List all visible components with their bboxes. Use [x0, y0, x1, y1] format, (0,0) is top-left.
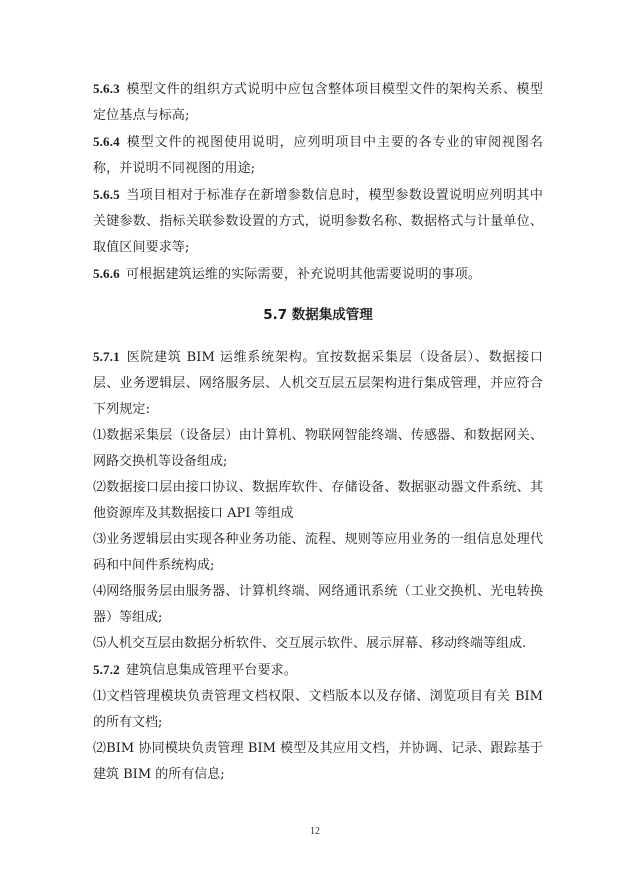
- clause-number: 5.6.4: [93, 134, 120, 149]
- clause-5-6-5: [93, 182, 543, 261]
- clause-text: 医院建筑 BIM 运维系统架构。宜按数据采集层（设备层）、数据接口层、业务逻辑层、网络服务层、人机交互层五层架构进行集成管理，并应符合下列规定:: [93, 350, 543, 417]
- clause-5-7-1: [93, 344, 543, 423]
- page-number: 12: [310, 826, 320, 837]
- clause-number: 5.7.1: [93, 349, 120, 364]
- document-body: [93, 76, 543, 788]
- list-item: ⑷网络服务层由服务器、计算机终端、网络通讯系统（工业交换机、光电转换器）等组成;: [93, 584, 543, 625]
- clause-number: 5.7.2: [93, 662, 120, 677]
- list-item: ⑴文档管理模块负责管理文档权限、文档版本以及存储、浏览项目有关 BIM 的所有文档;: [93, 689, 543, 730]
- section-heading-5-7: 5.7 数据集成管理: [263, 307, 373, 323]
- list-item: ⑸人机交互层由数据分析软件、交互展示软件、展示屏幕、移动终端等组成.: [93, 636, 527, 651]
- clause-5-6-3: [93, 76, 543, 129]
- clause-number: 5.6.5: [93, 187, 120, 202]
- clause-text: 模型文件的视图使用说明，应列明项目中主要的各专业的审阅视图名称，并说明不同视图的用途;: [93, 135, 543, 176]
- list-item: ⑵BIM 协同模块负责管理 BIM 模型及其应用文档，并协调、记录、跟踪基于建筑 BIM 的所有信息;: [93, 741, 543, 782]
- clause-text: 模型文件的组织方式说明中应包含整体项目模型文件的架构关系、模型定位基点与标高;: [93, 82, 543, 123]
- list-item: ⑴数据采集层（设备层）由计算机、物联网智能终端、传感器、和数据网关、网路交换机等设备组成;: [93, 428, 543, 469]
- list-item: ⑶业务逻辑层由实现各种业务功能、流程、规则等应用业务的一组信息处理代码和中间件系统构成;: [93, 532, 543, 573]
- list-item: ⑵数据接口层由接口协议、数据库软件、存储设备、数据驱动器文件系统、其他资源库及其数据接口 API 等组成: [93, 480, 543, 521]
- clause-number: 5.6.3: [93, 81, 120, 96]
- clause-5-6-6: [93, 261, 543, 288]
- clause-5-6-4: [93, 129, 543, 182]
- clause-text: 建筑信息集成管理平台要求。: [121, 663, 297, 678]
- clause-text: 当项目相对于标准存在新增参数信息时，模型参数设置说明应列明其中关键参数、指标关联参数设置的方式，说明参数名称、数据格式与计量单位、取值区间要求等;: [93, 188, 543, 255]
- clause-5-7-2: [93, 657, 543, 684]
- clause-text: 可根据建筑运维的实际需要，补充说明其他需要说明的事项。: [121, 267, 482, 282]
- clause-number: 5.6.6: [93, 266, 120, 281]
